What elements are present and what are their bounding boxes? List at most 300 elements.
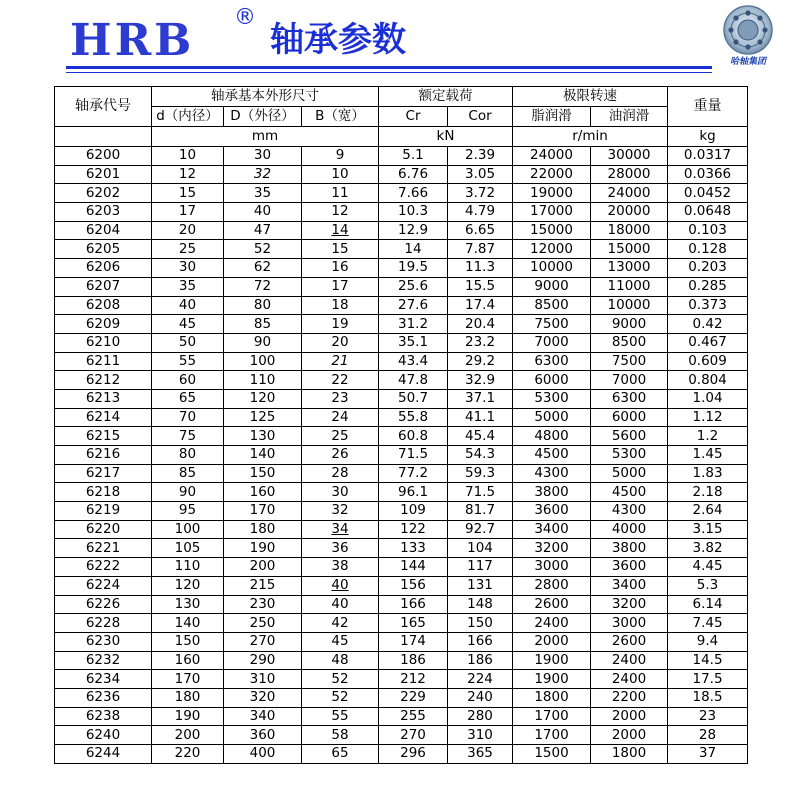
cell-inner-diameter: 20 [152, 221, 224, 240]
header-cor: Cor [448, 107, 513, 127]
cell-grease-speed: 2400 [513, 614, 591, 633]
cell-grease-speed: 7500 [513, 315, 591, 334]
cell-outer-diameter: 85 [224, 315, 302, 334]
cell-weight: 0.0452 [668, 184, 748, 203]
cell-outer-diameter: 190 [224, 539, 302, 558]
cell-outer-diameter: 160 [224, 483, 302, 502]
cell-width: 10 [302, 165, 379, 184]
cell-oil-speed: 2400 [591, 670, 668, 689]
cell-dynamic-load-cr: 25.6 [379, 277, 448, 296]
cell-grease-speed: 12000 [513, 240, 591, 259]
cell-outer-diameter: 230 [224, 595, 302, 614]
table-row [55, 203, 748, 222]
cell-dynamic-load-cr: 50.7 [379, 389, 448, 408]
header-rule-thick [66, 66, 712, 69]
cell-grease-speed: 1900 [513, 651, 591, 670]
cell-dynamic-load-cr: 60.8 [379, 427, 448, 446]
cell-width: 38 [302, 558, 379, 577]
cell-weight: 1.83 [668, 464, 748, 483]
cell-oil-speed: 15000 [591, 240, 668, 259]
cell-inner-diameter: 70 [152, 408, 224, 427]
cell-bearing-code: 6238 [55, 707, 152, 726]
cell-weight: 7.45 [668, 614, 748, 633]
cell-outer-diameter: 40 [224, 203, 302, 222]
cell-dynamic-load-cr: 10.3 [379, 203, 448, 222]
cell-outer-diameter: 130 [224, 427, 302, 446]
cell-weight: 0.373 [668, 296, 748, 315]
cell-weight: 0.203 [668, 259, 748, 278]
cell-oil-speed: 2000 [591, 726, 668, 745]
cell-bearing-code: 6215 [55, 427, 152, 446]
cell-width: 55 [302, 707, 379, 726]
cell-outer-diameter: 110 [224, 371, 302, 390]
cell-static-load-cor: 54.3 [448, 446, 513, 465]
cell-width: 19 [302, 315, 379, 334]
cell-grease-speed: 22000 [513, 165, 591, 184]
cell-outer-diameter: 125 [224, 408, 302, 427]
cell-grease-speed: 3200 [513, 539, 591, 558]
cell-bearing-code: 6218 [55, 483, 152, 502]
cell-static-load-cor: 6.65 [448, 221, 513, 240]
cell-width: 30 [302, 483, 379, 502]
cell-oil-speed: 8500 [591, 333, 668, 352]
cell-dynamic-load-cr: 47.8 [379, 371, 448, 390]
cell-inner-diameter: 17 [152, 203, 224, 222]
table-row [55, 296, 748, 315]
header-D: D（外径） [224, 107, 302, 127]
cell-outer-diameter: 400 [224, 745, 302, 764]
cell-outer-diameter: 170 [224, 502, 302, 521]
header-rule-thin [66, 72, 712, 73]
cell-dynamic-load-cr: 14 [379, 240, 448, 259]
cell-static-load-cor: 240 [448, 688, 513, 707]
cell-dynamic-load-cr: 6.76 [379, 165, 448, 184]
cell-grease-speed: 3800 [513, 483, 591, 502]
table-row [55, 502, 748, 521]
cell-width: 12 [302, 203, 379, 222]
cell-dynamic-load-cr: 156 [379, 576, 448, 595]
cell-outer-diameter: 180 [224, 520, 302, 539]
cell-weight: 0.128 [668, 240, 748, 259]
cell-width: 17 [302, 277, 379, 296]
cell-inner-diameter: 85 [152, 464, 224, 483]
cell-width: 65 [302, 745, 379, 764]
cell-grease-speed: 2000 [513, 632, 591, 651]
cell-outer-diameter: 310 [224, 670, 302, 689]
cell-oil-speed: 3000 [591, 614, 668, 633]
cell-inner-diameter: 55 [152, 352, 224, 371]
cell-inner-diameter: 90 [152, 483, 224, 502]
cell-inner-diameter: 60 [152, 371, 224, 390]
cell-width: 34 [302, 520, 379, 539]
cell-weight: 3.15 [668, 520, 748, 539]
cell-static-load-cor: 15.5 [448, 277, 513, 296]
cell-bearing-code: 6236 [55, 688, 152, 707]
cell-outer-diameter: 270 [224, 632, 302, 651]
cell-bearing-code: 6228 [55, 614, 152, 633]
cell-bearing-code: 6205 [55, 240, 152, 259]
cell-outer-diameter: 35 [224, 184, 302, 203]
cell-bearing-code: 6200 [55, 147, 152, 166]
cell-oil-speed: 4300 [591, 502, 668, 521]
cell-bearing-code: 6208 [55, 296, 152, 315]
cell-dynamic-load-cr: 27.6 [379, 296, 448, 315]
cell-bearing-code: 6222 [55, 558, 152, 577]
cell-width: 24 [302, 408, 379, 427]
header-dimensions-group: 轴承基本外形尺寸 [152, 87, 379, 107]
cell-grease-speed: 5000 [513, 408, 591, 427]
cell-static-load-cor: 280 [448, 707, 513, 726]
cell-grease-speed: 4500 [513, 446, 591, 465]
cell-bearing-code: 6219 [55, 502, 152, 521]
table-row [55, 539, 748, 558]
cell-grease-speed: 1700 [513, 726, 591, 745]
cell-grease-speed: 4800 [513, 427, 591, 446]
table-row [55, 614, 748, 633]
cell-dynamic-load-cr: 165 [379, 614, 448, 633]
cell-static-load-cor: 186 [448, 651, 513, 670]
table-row [55, 221, 748, 240]
cell-weight: 18.5 [668, 688, 748, 707]
table-row [55, 259, 748, 278]
cell-grease-speed: 6300 [513, 352, 591, 371]
header-weight: 重量 [668, 87, 748, 127]
cell-oil-speed: 10000 [591, 296, 668, 315]
cell-weight: 0.467 [668, 333, 748, 352]
cell-bearing-code: 6201 [55, 165, 152, 184]
cell-width: 20 [302, 333, 379, 352]
cell-dynamic-load-cr: 229 [379, 688, 448, 707]
cell-static-load-cor: 166 [448, 632, 513, 651]
registered-mark: ® [234, 5, 256, 30]
cell-bearing-code: 6207 [55, 277, 152, 296]
cell-grease-speed: 1900 [513, 670, 591, 689]
cell-bearing-code: 6232 [55, 651, 152, 670]
cell-static-load-cor: 150 [448, 614, 513, 633]
cell-weight: 23 [668, 707, 748, 726]
cell-outer-diameter: 52 [224, 240, 302, 259]
cell-weight: 9.4 [668, 632, 748, 651]
table-row [55, 147, 748, 166]
cell-inner-diameter: 45 [152, 315, 224, 334]
table-row [55, 315, 748, 334]
cell-dynamic-load-cr: 5.1 [379, 147, 448, 166]
cell-static-load-cor: 3.05 [448, 165, 513, 184]
cell-static-load-cor: 23.2 [448, 333, 513, 352]
cell-static-load-cor: 11.3 [448, 259, 513, 278]
cell-grease-speed: 9000 [513, 277, 591, 296]
cell-oil-speed: 6000 [591, 408, 668, 427]
cell-oil-speed: 3400 [591, 576, 668, 595]
page-header [0, 0, 800, 80]
cell-width: 28 [302, 464, 379, 483]
cell-grease-speed: 3400 [513, 520, 591, 539]
cell-width: 15 [302, 240, 379, 259]
cell-grease-speed: 8500 [513, 296, 591, 315]
cell-grease-speed: 6000 [513, 371, 591, 390]
cell-grease-speed: 5300 [513, 389, 591, 408]
cell-oil-speed: 7500 [591, 352, 668, 371]
header-B: B（宽） [302, 107, 379, 127]
table-row [55, 483, 748, 502]
units-weight: kg [668, 127, 748, 147]
cell-inner-diameter: 190 [152, 707, 224, 726]
cell-inner-diameter: 200 [152, 726, 224, 745]
cell-inner-diameter: 180 [152, 688, 224, 707]
table-row [55, 371, 748, 390]
header-cr: Cr [379, 107, 448, 127]
cell-dynamic-load-cr: 109 [379, 502, 448, 521]
cell-grease-speed: 7000 [513, 333, 591, 352]
cell-dynamic-load-cr: 255 [379, 707, 448, 726]
cell-static-load-cor: 92.7 [448, 520, 513, 539]
cell-inner-diameter: 15 [152, 184, 224, 203]
cell-outer-diameter: 90 [224, 333, 302, 352]
cell-bearing-code: 6240 [55, 726, 152, 745]
cell-weight: 0.609 [668, 352, 748, 371]
cell-dynamic-load-cr: 296 [379, 745, 448, 764]
units-blank [55, 127, 152, 147]
cell-static-load-cor: 131 [448, 576, 513, 595]
cell-dynamic-load-cr: 174 [379, 632, 448, 651]
table-row [55, 277, 748, 296]
cell-width: 45 [302, 632, 379, 651]
cell-bearing-code: 6217 [55, 464, 152, 483]
page-title: 轴承参数 [270, 20, 406, 60]
cell-bearing-code: 6206 [55, 259, 152, 278]
cell-oil-speed: 2600 [591, 632, 668, 651]
cell-oil-speed: 3600 [591, 558, 668, 577]
cell-dynamic-load-cr: 12.9 [379, 221, 448, 240]
table-row [55, 165, 748, 184]
cell-outer-diameter: 200 [224, 558, 302, 577]
cell-grease-speed: 2800 [513, 576, 591, 595]
cell-oil-speed: 2400 [591, 651, 668, 670]
table-row [55, 464, 748, 483]
cell-weight: 1.2 [668, 427, 748, 446]
header-speed-group: 极限转速 [513, 87, 668, 107]
cell-static-load-cor: 4.79 [448, 203, 513, 222]
group-emblem [714, 4, 782, 70]
cell-outer-diameter: 62 [224, 259, 302, 278]
cell-inner-diameter: 150 [152, 632, 224, 651]
cell-outer-diameter: 320 [224, 688, 302, 707]
cell-bearing-code: 6202 [55, 184, 152, 203]
cell-static-load-cor: 32.9 [448, 371, 513, 390]
cell-weight: 0.285 [668, 277, 748, 296]
cell-oil-speed: 4500 [591, 483, 668, 502]
cell-dynamic-load-cr: 31.2 [379, 315, 448, 334]
cell-weight: 0.0317 [668, 147, 748, 166]
cell-oil-speed: 6300 [591, 389, 668, 408]
cell-width: 16 [302, 259, 379, 278]
cell-weight: 0.804 [668, 371, 748, 390]
cell-bearing-code: 6226 [55, 595, 152, 614]
cell-inner-diameter: 65 [152, 389, 224, 408]
cell-inner-diameter: 130 [152, 595, 224, 614]
cell-static-load-cor: 20.4 [448, 315, 513, 334]
cell-grease-speed: 19000 [513, 184, 591, 203]
cell-width: 22 [302, 371, 379, 390]
cell-oil-speed: 30000 [591, 147, 668, 166]
cell-inner-diameter: 140 [152, 614, 224, 633]
bearing-emblem-icon [714, 4, 782, 56]
cell-width: 9 [302, 147, 379, 166]
cell-static-load-cor: 2.39 [448, 147, 513, 166]
cell-outer-diameter: 72 [224, 277, 302, 296]
cell-static-load-cor: 45.4 [448, 427, 513, 446]
cell-oil-speed: 2200 [591, 688, 668, 707]
cell-static-load-cor: 71.5 [448, 483, 513, 502]
cell-oil-speed: 18000 [591, 221, 668, 240]
cell-oil-speed: 3800 [591, 539, 668, 558]
cell-width: 40 [302, 595, 379, 614]
cell-weight: 3.82 [668, 539, 748, 558]
table-row [55, 576, 748, 595]
table-row [55, 352, 748, 371]
cell-static-load-cor: 365 [448, 745, 513, 764]
cell-weight: 0.0366 [668, 165, 748, 184]
cell-inner-diameter: 220 [152, 745, 224, 764]
cell-bearing-code: 6204 [55, 221, 152, 240]
cell-dynamic-load-cr: 166 [379, 595, 448, 614]
cell-weight: 0.103 [668, 221, 748, 240]
cell-weight: 4.45 [668, 558, 748, 577]
cell-outer-diameter: 32 [224, 165, 302, 184]
units-load: kN [379, 127, 513, 147]
cell-bearing-code: 6221 [55, 539, 152, 558]
cell-inner-diameter: 100 [152, 520, 224, 539]
cell-static-load-cor: 3.72 [448, 184, 513, 203]
units-speed: r/min [513, 127, 668, 147]
cell-grease-speed: 4300 [513, 464, 591, 483]
cell-oil-speed: 20000 [591, 203, 668, 222]
cell-grease-speed: 1500 [513, 745, 591, 764]
cell-dynamic-load-cr: 35.1 [379, 333, 448, 352]
cell-dynamic-load-cr: 77.2 [379, 464, 448, 483]
table-row [55, 184, 748, 203]
cell-inner-diameter: 12 [152, 165, 224, 184]
cell-weight: 0.42 [668, 315, 748, 334]
cell-oil-speed: 5300 [591, 446, 668, 465]
cell-outer-diameter: 30 [224, 147, 302, 166]
cell-width: 52 [302, 670, 379, 689]
cell-bearing-code: 6212 [55, 371, 152, 390]
cell-oil-speed: 5000 [591, 464, 668, 483]
cell-oil-speed: 2000 [591, 707, 668, 726]
cell-oil-speed: 24000 [591, 184, 668, 203]
cell-weight: 28 [668, 726, 748, 745]
cell-inner-diameter: 160 [152, 651, 224, 670]
cell-bearing-code: 6230 [55, 632, 152, 651]
cell-weight: 6.14 [668, 595, 748, 614]
cell-width: 21 [302, 352, 379, 371]
cell-outer-diameter: 290 [224, 651, 302, 670]
cell-bearing-code: 6209 [55, 315, 152, 334]
cell-width: 23 [302, 389, 379, 408]
cell-grease-speed: 3600 [513, 502, 591, 521]
cell-oil-speed: 7000 [591, 371, 668, 390]
cell-dynamic-load-cr: 186 [379, 651, 448, 670]
cell-width: 42 [302, 614, 379, 633]
cell-oil-speed: 11000 [591, 277, 668, 296]
cell-dynamic-load-cr: 55.8 [379, 408, 448, 427]
header-oil: 油润滑 [591, 107, 668, 127]
cell-dynamic-load-cr: 133 [379, 539, 448, 558]
cell-static-load-cor: 29.2 [448, 352, 513, 371]
cell-dynamic-load-cr: 270 [379, 726, 448, 745]
cell-grease-speed: 17000 [513, 203, 591, 222]
cell-width: 40 [302, 576, 379, 595]
cell-oil-speed: 9000 [591, 315, 668, 334]
cell-weight: 37 [668, 745, 748, 764]
cell-width: 26 [302, 446, 379, 465]
cell-bearing-code: 6211 [55, 352, 152, 371]
header-d: d（内径） [152, 107, 224, 127]
cell-width: 32 [302, 502, 379, 521]
cell-dynamic-load-cr: 122 [379, 520, 448, 539]
cell-bearing-code: 6203 [55, 203, 152, 222]
table-row [55, 558, 748, 577]
table-row [55, 408, 748, 427]
table-row [55, 520, 748, 539]
cell-bearing-code: 6213 [55, 389, 152, 408]
cell-grease-speed: 3000 [513, 558, 591, 577]
cell-inner-diameter: 120 [152, 576, 224, 595]
cell-dynamic-load-cr: 212 [379, 670, 448, 689]
cell-width: 14 [302, 221, 379, 240]
cell-static-load-cor: 41.1 [448, 408, 513, 427]
bearing-spec-table [54, 86, 748, 764]
cell-grease-speed: 1800 [513, 688, 591, 707]
cell-weight: 17.5 [668, 670, 748, 689]
cell-dynamic-load-cr: 71.5 [379, 446, 448, 465]
cell-outer-diameter: 80 [224, 296, 302, 315]
cell-static-load-cor: 104 [448, 539, 513, 558]
cell-inner-diameter: 50 [152, 333, 224, 352]
cell-bearing-code: 6210 [55, 333, 152, 352]
cell-width: 11 [302, 184, 379, 203]
header-bearing-code: 轴承代号 [55, 87, 152, 127]
table-body [55, 147, 748, 764]
cell-inner-diameter: 25 [152, 240, 224, 259]
cell-bearing-code: 6214 [55, 408, 152, 427]
units-dimensions: mm [152, 127, 379, 147]
cell-static-load-cor: 148 [448, 595, 513, 614]
table-row [55, 427, 748, 446]
emblem-label: 哈轴集团 [729, 57, 766, 67]
cell-static-load-cor: 59.3 [448, 464, 513, 483]
cell-inner-diameter: 110 [152, 558, 224, 577]
cell-static-load-cor: 81.7 [448, 502, 513, 521]
cell-outer-diameter: 150 [224, 464, 302, 483]
cell-weight: 0.0648 [668, 203, 748, 222]
cell-bearing-code: 6216 [55, 446, 152, 465]
cell-static-load-cor: 17.4 [448, 296, 513, 315]
cell-oil-speed: 3200 [591, 595, 668, 614]
cell-static-load-cor: 7.87 [448, 240, 513, 259]
cell-inner-diameter: 30 [152, 259, 224, 278]
table-row [55, 745, 748, 764]
cell-width: 36 [302, 539, 379, 558]
cell-inner-diameter: 35 [152, 277, 224, 296]
cell-weight: 2.18 [668, 483, 748, 502]
cell-outer-diameter: 100 [224, 352, 302, 371]
cell-bearing-code: 6220 [55, 520, 152, 539]
cell-weight: 2.64 [668, 502, 748, 521]
cell-grease-speed: 2600 [513, 595, 591, 614]
cell-width: 48 [302, 651, 379, 670]
